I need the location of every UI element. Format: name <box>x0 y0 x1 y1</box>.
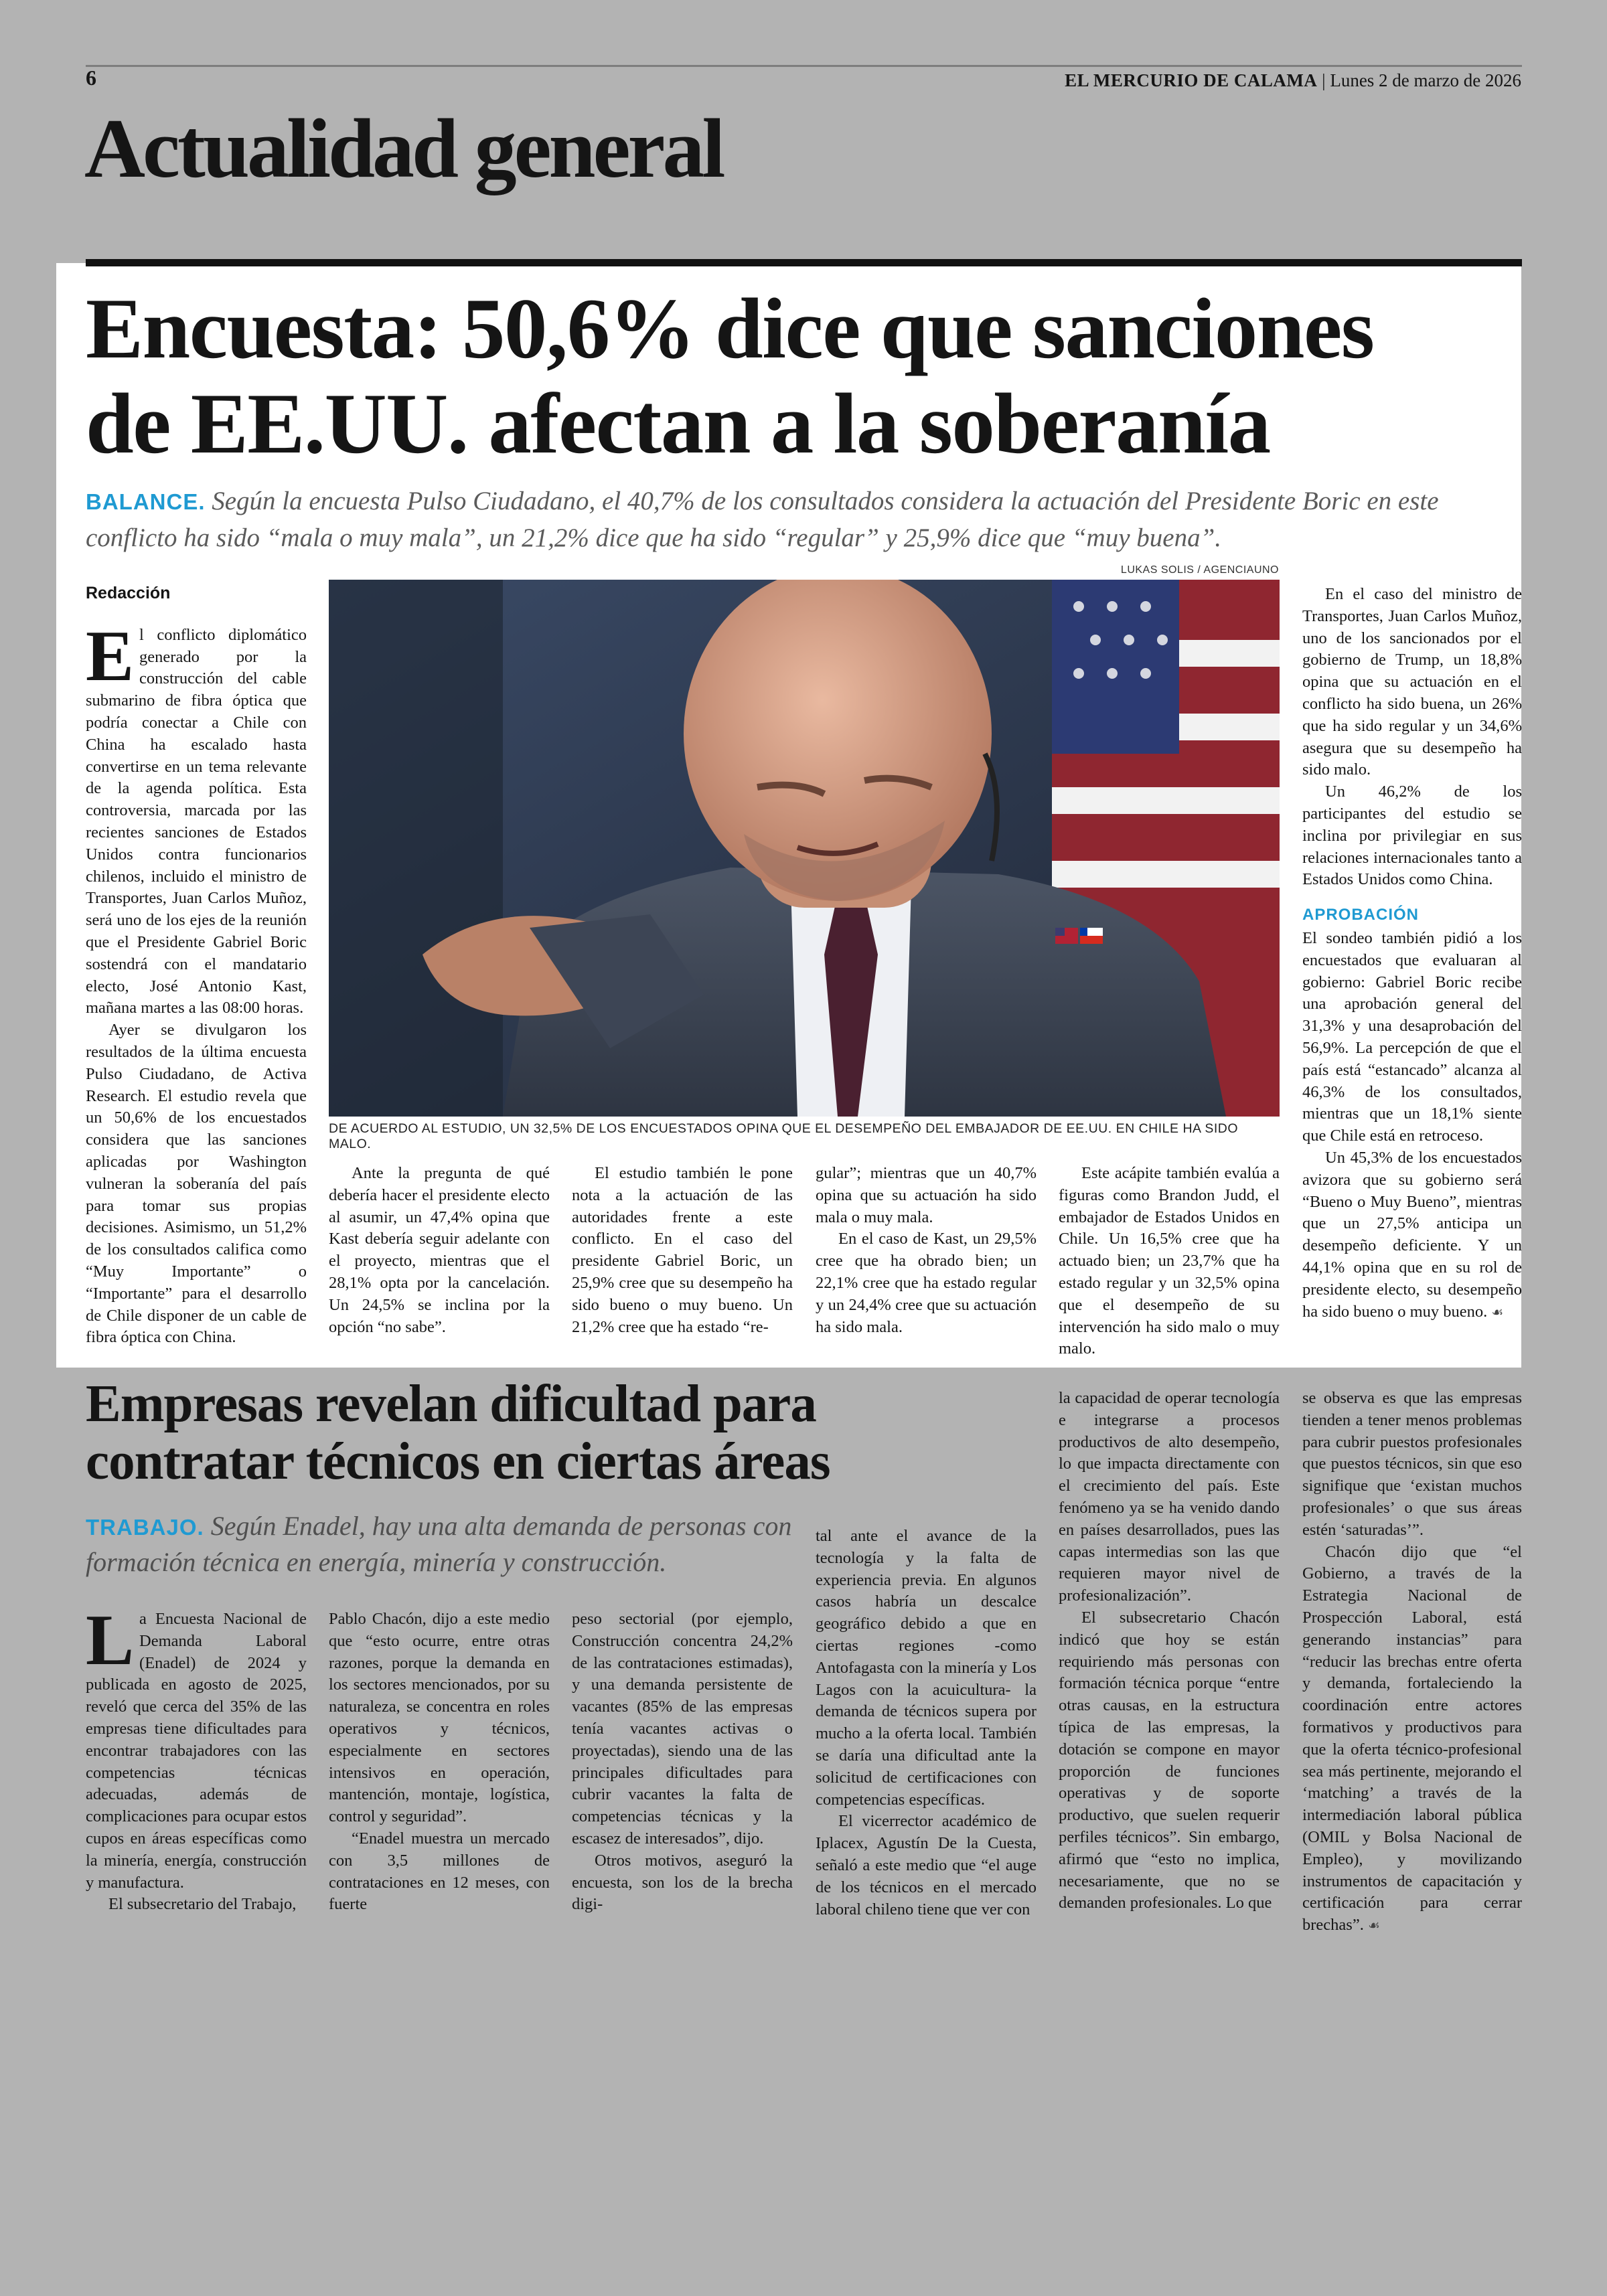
top-rule <box>86 65 1522 67</box>
section-title: Actualidad general <box>84 102 723 195</box>
article2-paragraph: El subsecretario Chacón indicó que hoy se están requiriendo más personas con formación técnica porque “entre otras causas, en la estructura típica de las empresas, la dotación se compone en mayor proporción de funciones operativas y de soporte productivo, que suelen requerir perfiles técnicos”. Sin embargo, afirmó que “esto no implica, necesariamente, que no se demanden profesionales. Lo que <box>1059 1608 1280 1912</box>
article1-paragraph: Este acápite también evalúa a figuras como Brandon Judd, el embajador de Estados Unidos en Chile. Un 16,5% cree que ha actuado bien; un 23,7% que ha estado regular y un 32,5% opina que el desempeño de su intervención ha sido malo o muy malo. <box>1059 1164 1280 1358</box>
masthead: EL MERCURIO DE CALAMA | Lunes 2 de marzo de 2026 <box>1065 70 1521 90</box>
publication-name: EL MERCURIO DE CALAMA <box>1065 70 1318 90</box>
byline: Redacción <box>86 584 171 602</box>
article1-column-4 <box>816 1163 1037 1338</box>
article1-paragraph: Ayer se divulgaron los resultados de la última encuesta Pulso Ciudadano, de Activa Research. El estudio revela que un 50,6% de los encuestados considera que las sanciones aplicadas por Washington vulneran la soberanía del país para tomar sus propias decisiones. Asimismo, un 51,2% de los consultados califica como “Muy Importante” o “Importante” para el desarrollo de Chile disponer de un cable de fibra óptica con China. <box>86 1021 307 1347</box>
article2-headline-line1: Empresas revelan dificultad para <box>86 1375 816 1433</box>
article2-paragraph: Pablo Chacón, dijo a este medio que “esto ocurre, entre otras razones, porque la demanda en los sectores mencionados, por su naturaleza, se concentra en roles operativos y técnicos, especialmente en sectores intensivos en operación, mantención, montaje, logística, control y seguridad”. <box>329 1610 550 1826</box>
article2-column-2 <box>329 1609 550 1916</box>
article1-kicker: BALANCE. <box>86 489 206 514</box>
article1-paragraph-text: Un 45,3% de los encuestados avizora que su gobierno será “Bueno o Muy Bueno”, mientras que un 27,5% anticipa un desempeño deficiente. Y un 44,1% opina que en su rol de presidente electo, su desempeño ha sido bueno o muy bueno. <box>1302 1148 1522 1321</box>
article2-paragraph: se observa es que las empresas tienden a tener menos problemas para cubrir puestos profesionales que puestos técnicos, sin que eso signifique que ‘existan muchos profesionales’ o que sus áreas estén ‘saturadas’”. <box>1302 1389 1522 1539</box>
article1-paragraph: En el caso del ministro de Transportes, Juan Carlos Muñoz, uno de los sancionados por el gobierno de Trump, un 18,8% opina que su actuación en el conflicto ha sido buena, un 26% que ha sido regular y un 34,6% asegura que su desempeño ha sido malo. <box>1302 585 1522 779</box>
article2-paragraph: tal ante el avance de la tecnología y la falta de experiencia previa. En algunos casos habría un descalce geográfico debido a que en ciertas regiones -como Antofagasta con la minería y Los Lagos con la acuicultura- la demanda de técnicos supera por mucho a la oferta local. También se daría una dificultad ante la solicitud de certificaciones con competencias específicas. <box>816 1527 1037 1809</box>
article1-column-3 <box>572 1163 793 1338</box>
end-mark-icon: ☙ <box>1367 1917 1380 1934</box>
article1-paragraph: El estudio también le pone nota a la actuación de las autoridades frente a este conflicto. En el caso del presidente Gabriel Boric, un 25,9% cree que su desempeño ha sido bueno o muy bueno. Un 21,2% cree que ha estado “re- <box>572 1164 793 1336</box>
article1-deck-text: Según la encuesta Pulso Ciudadano, el 40,7% de los consultados considera la actuación del Presidente Boric en este conflicto ha sido “mala o muy mala”, un 21,2% dice que ha sido “regular” y 25,9% dice que “muy buena”. <box>86 487 1439 552</box>
article2-paragraph: El vicerrector académico de Iplacex, Agustín De la Cuesta, señaló a este medio que “el auge de los técnicos en el mercado laboral chileno tiene que ver con <box>816 1812 1037 1918</box>
article1-paragraph: En el caso de Kast, un 29,5% cree que ha obrado bien; un 22,1% cree que ha estado regular y un 24,4% cree que su actuación ha sido mala. <box>816 1230 1037 1336</box>
article1-paragraph: Un 46,2% de los participantes del estudio se inclina por privilegiar en sus relaciones internacionales tanto a Estados Unidos como China. <box>1302 783 1522 889</box>
article1-paragraph: gular”; mientras que un 40,7% opina que su actuación ha sido mala o muy mala. <box>816 1164 1037 1226</box>
article2-column-1 <box>86 1601 307 1916</box>
article2-paragraph: El subsecretario del Trabajo, <box>108 1895 297 1914</box>
article2-headline <box>86 1376 970 1491</box>
article2-kicker: TRABAJO. <box>86 1515 204 1540</box>
article1-column-2 <box>329 1163 550 1338</box>
article2-paragraph <box>1302 1542 1522 1937</box>
headline-rule <box>86 259 1522 266</box>
article1-paragraph-text: l conflicto diplomático generado por la construcción del cable submarino de fibra óptica que podría conectar a Chile con China ha escalado hasta convertirse en un tema relevante de la agenda política. Esta controversia, marcada por las recientes sanciones de Estados Unidos contra funcionarios chilenos, incluido el ministro de Transportes, Juan Carlos Muñoz, será uno de los ejes de la reunión que el Presidente Gabriel Boric sostendrá con el mandatario electo, José Antonio Kast, mañana martes a las 08:00 horas. <box>86 625 307 1017</box>
article2-paragraph: Otros motivos, aseguró la encuesta, son los de la brecha digi- <box>572 1851 793 1914</box>
article1-column-6 <box>1302 584 1522 1323</box>
drop-cap: L <box>86 1601 135 1680</box>
drop-cap: E <box>86 616 135 696</box>
photo-credit: LUKAS SOLIS / AGENCIAUNO <box>1120 564 1279 576</box>
page-number: 6 <box>86 66 96 90</box>
article2-deck-text: Según Enadel, hay una alta demanda de personas con formación técnica en energía, minería y construcción. <box>86 1511 792 1577</box>
article2-deck <box>86 1509 802 1580</box>
portrait-illustration <box>329 580 1280 1117</box>
article2-paragraph: la capacidad de operar tecnología e integrarse a procesos productivos de alto desempeño, lo que impacta directamente con el crecimiento del país. Este fenómeno ya se ha venido dando en países desarrollados, pues las capas intermedias son las que requieren mayor nivel de profesionalización”. <box>1059 1389 1280 1605</box>
article2-paragraph: “Enadel muestra un mercado con 3,5 millones de contrataciones en 12 meses, con fuerte <box>329 1829 550 1914</box>
subhead-aprobacion: APROBACIÓN <box>1302 906 1420 924</box>
article1-column-1 <box>86 582 307 1349</box>
article1-photo <box>329 580 1280 1117</box>
article1-paragraph: El sondeo también pidió a los encuestados que evaluaran al gobierno: Gabriel Boric recibe una aprobación general del 31,3% y una desaprobación del 56,9%. La percepción de que el país está “estancado” alcanza al 46,3% de los consultados, mientras que un 18,1% siente que Chile está en retroceso. <box>1302 928 1522 1145</box>
article1-deck <box>86 483 1522 556</box>
article2-column-5 <box>1059 1388 1280 1914</box>
article1-column-5 <box>1059 1163 1280 1360</box>
article1-paragraph: Ante la pregunta de qué debería hacer el presidente electo al asumir, un 47,4% opina que Kast debería seguir adelante con el proyecto, mientras que el 28,1% opta por la cancelación. Un 24,5% se inclina por la opción “no sabe”. <box>329 1164 550 1336</box>
article2-paragraph-text: a Encuesta Nacional de Demanda Laboral (Enadel) de 2024 y publicada en agosto de 2025, reveló que cerca del 35% de las empresas tiene dificultades para encontrar trabajadores con las competencias técnicas adecuadas, además de complicaciones para ocupar estos cupos en áreas específicas como la minería, energía, construcción y manufactura. <box>86 1610 307 1892</box>
article2-column-3 <box>572 1609 793 1916</box>
photo-caption: DE ACUERDO AL ESTUDIO, UN 32,5% DE LOS ENCUESTADOS OPINA QUE EL DESEMPEÑO DEL EMBAJADOR DE EE.UU. EN CHILE HA SIDO MALO. <box>329 1121 1239 1151</box>
article1-paragraph <box>86 616 307 1019</box>
article1-headline-line1: Encuesta: 50,6% dice que sanciones <box>86 280 1374 376</box>
article2-paragraph-text: Chacón dijo que “el Gobierno, a través de la Estrategia Nacional de Prospección Laboral, está generando instancias” para “reducir las brechas entre oferta y demanda, fortaleciendo la coordinación entre actores formativos y productivos para que la oferta técnico-profesional sea más pertinente, mejorando el ‘matching’ a través de la intermediación laboral pública (OMIL y Bolsa Nacional de Empleo), y movilizando instrumentos de capacitación y certificación para cerrar brechas”. <box>1302 1542 1522 1935</box>
article1-headline-line2: de EE.UU. afectan a la soberanía <box>86 376 1270 471</box>
article2-column-4 <box>816 1526 1037 1920</box>
article2-paragraph: peso sectorial (por ejemplo, Construcción concentra 24,2% de las contrataciones estimadas), y una demanda persistente de vacantes (85% de las empresas tenía vacantes activas o proyectadas), siendo una de las principales dificultades para cubrir vacantes la falta de competencias técnicas y la escasez de interesados”, dijo. <box>572 1610 793 1848</box>
article2-paragraph <box>86 1601 307 1894</box>
article2-headline-line2: contratar técnicos en ciertas áreas <box>86 1432 830 1491</box>
article1-paragraph <box>1302 1147 1522 1323</box>
article2-column-6 <box>1302 1388 1522 1937</box>
publication-date: Lunes 2 de marzo de 2026 <box>1330 70 1521 90</box>
end-mark-icon: ☙ <box>1491 1303 1504 1320</box>
article1-headline <box>86 281 1522 471</box>
